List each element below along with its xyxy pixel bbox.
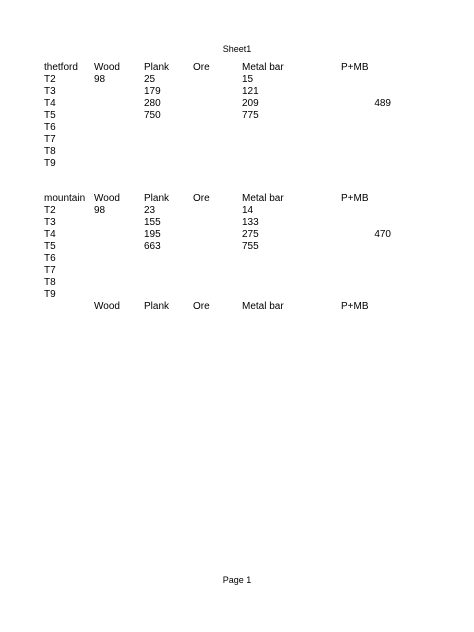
- table-row: [44, 289, 391, 301]
- ore-cell[interactable]: [193, 110, 242, 122]
- ore-cell[interactable]: [193, 253, 242, 265]
- p-mb-cell[interactable]: 489: [374, 98, 391, 109]
- plank-cell[interactable]: [144, 158, 193, 170]
- metal-bar-cell[interactable]: [242, 265, 341, 277]
- metal-bar-cell[interactable]: 755: [242, 241, 259, 252]
- column-header-p-mb[interactable]: P+MB: [341, 301, 369, 312]
- p-mb-cell[interactable]: [341, 253, 391, 265]
- table-row: [44, 253, 391, 265]
- table-row: [44, 217, 391, 229]
- column-header-metal-bar[interactable]: Metal bar: [242, 301, 284, 312]
- page-header-sheet-name: Sheet1: [222, 44, 252, 54]
- tier-cell[interactable]: T5: [44, 241, 56, 252]
- metal-bar-cell[interactable]: [242, 289, 341, 301]
- block-title-cell[interactable]: mountain: [44, 193, 86, 204]
- wood-cell[interactable]: [94, 217, 144, 229]
- wood-cell[interactable]: [94, 158, 144, 170]
- plank-cell[interactable]: 663: [144, 241, 161, 252]
- plank-cell[interactable]: [144, 265, 193, 277]
- tier-cell[interactable]: T8: [44, 146, 56, 157]
- tier-cell[interactable]: T2: [44, 74, 56, 85]
- column-header-ore[interactable]: Ore: [193, 62, 210, 73]
- ore-cell[interactable]: [193, 205, 242, 217]
- table-row: [44, 134, 391, 146]
- metal-bar-cell[interactable]: [242, 277, 341, 289]
- plank-cell[interactable]: 750: [144, 110, 161, 121]
- table-header-row: [44, 193, 391, 205]
- metal-bar-cell[interactable]: [242, 122, 341, 134]
- plank-cell[interactable]: 23: [144, 205, 156, 216]
- tier-cell[interactable]: T9: [44, 158, 56, 169]
- wood-cell[interactable]: 98: [94, 74, 106, 85]
- table-row: [44, 74, 391, 86]
- plank-cell[interactable]: 155: [144, 217, 161, 228]
- plank-cell[interactable]: 25: [144, 74, 156, 85]
- ore-cell[interactable]: [193, 86, 242, 98]
- wood-cell[interactable]: [94, 122, 144, 134]
- ore-cell[interactable]: [193, 122, 242, 134]
- plank-cell[interactable]: [144, 277, 193, 289]
- table-row: [44, 110, 391, 122]
- column-header-plank[interactable]: Plank: [144, 193, 170, 204]
- column-header-wood[interactable]: Wood: [94, 62, 120, 73]
- column-header-wood[interactable]: Wood: [94, 301, 120, 312]
- metal-bar-cell[interactable]: 133: [242, 217, 259, 228]
- metal-bar-cell[interactable]: [242, 253, 341, 265]
- tier-cell[interactable]: T5: [44, 110, 56, 121]
- wood-cell[interactable]: [94, 253, 144, 265]
- plank-cell[interactable]: 280: [144, 98, 161, 109]
- p-mb-cell[interactable]: [341, 277, 391, 289]
- table-row: [44, 241, 391, 253]
- page-footer-page-number: Page 1: [222, 575, 252, 585]
- metal-bar-cell[interactable]: [242, 134, 341, 146]
- wood-cell[interactable]: [94, 98, 144, 110]
- plank-cell[interactable]: 179: [144, 86, 161, 97]
- ore-cell[interactable]: [193, 229, 242, 241]
- table-row: [44, 158, 391, 170]
- ore-cell[interactable]: [193, 146, 242, 158]
- metal-bar-cell[interactable]: 275: [242, 229, 259, 240]
- p-mb-cell[interactable]: [341, 146, 391, 158]
- ore-cell[interactable]: [193, 241, 242, 253]
- table-header-row: [44, 301, 391, 313]
- plank-cell[interactable]: [144, 253, 193, 265]
- ore-cell[interactable]: [193, 277, 242, 289]
- wood-cell[interactable]: [94, 146, 144, 158]
- tier-cell[interactable]: T3: [44, 217, 56, 228]
- metal-bar-cell[interactable]: [242, 146, 341, 158]
- metal-bar-cell[interactable]: 15: [242, 74, 254, 85]
- plank-cell[interactable]: [144, 122, 193, 134]
- column-header-plank[interactable]: Plank: [144, 62, 170, 73]
- tier-cell[interactable]: T2: [44, 205, 56, 216]
- ore-cell[interactable]: [193, 98, 242, 110]
- p-mb-cell[interactable]: [341, 289, 391, 301]
- empty-cell[interactable]: [44, 301, 94, 313]
- thetford-table: [44, 62, 391, 170]
- trailing-header-table: [44, 301, 391, 313]
- block-title-cell[interactable]: thetford: [44, 62, 78, 73]
- table-row: [44, 98, 391, 110]
- table-row: [44, 86, 391, 98]
- tier-cell[interactable]: T9: [44, 289, 56, 300]
- ore-cell[interactable]: [193, 158, 242, 170]
- tier-cell[interactable]: T3: [44, 86, 56, 97]
- p-mb-cell[interactable]: [341, 217, 391, 229]
- p-mb-cell[interactable]: [341, 265, 391, 277]
- plank-cell[interactable]: 195: [144, 229, 161, 240]
- column-header-p-mb[interactable]: P+MB: [341, 62, 369, 73]
- ore-cell[interactable]: [193, 265, 242, 277]
- plank-cell[interactable]: [144, 289, 193, 301]
- p-mb-cell[interactable]: [341, 110, 391, 122]
- p-mb-cell[interactable]: [341, 134, 391, 146]
- metal-bar-cell[interactable]: 775: [242, 110, 259, 121]
- p-mb-cell[interactable]: [341, 86, 391, 98]
- metal-bar-cell[interactable]: [242, 158, 341, 170]
- wood-cell[interactable]: [94, 265, 144, 277]
- tier-cell[interactable]: T6: [44, 253, 56, 264]
- wood-cell[interactable]: [94, 289, 144, 301]
- column-header-ore[interactable]: Ore: [193, 193, 210, 204]
- wood-cell[interactable]: [94, 86, 144, 98]
- column-header-metal-bar[interactable]: Metal bar: [242, 62, 284, 73]
- table-row: [44, 277, 391, 289]
- table-row: [44, 146, 391, 158]
- p-mb-cell[interactable]: [341, 74, 391, 86]
- tier-cell[interactable]: T7: [44, 265, 56, 276]
- p-mb-cell[interactable]: [341, 158, 391, 170]
- wood-cell[interactable]: [94, 134, 144, 146]
- p-mb-cell[interactable]: 470: [374, 229, 391, 240]
- tier-cell[interactable]: T6: [44, 122, 56, 133]
- table-header-row: [44, 62, 391, 74]
- p-mb-cell[interactable]: [341, 122, 391, 134]
- table-row: [44, 205, 391, 217]
- tier-cell[interactable]: T8: [44, 277, 56, 288]
- p-mb-cell[interactable]: [341, 241, 391, 253]
- metal-bar-cell[interactable]: 121: [242, 86, 259, 97]
- mountain-table: [44, 193, 391, 301]
- column-header-p-mb[interactable]: P+MB: [341, 193, 369, 204]
- column-header-metal-bar[interactable]: Metal bar: [242, 193, 284, 204]
- p-mb-cell[interactable]: [341, 205, 391, 217]
- column-header-plank[interactable]: Plank: [144, 301, 170, 312]
- ore-cell[interactable]: [193, 289, 242, 301]
- plank-cell[interactable]: [144, 134, 193, 146]
- table-row: [44, 265, 391, 277]
- column-header-wood[interactable]: Wood: [94, 193, 120, 204]
- ore-cell[interactable]: [193, 74, 242, 86]
- wood-cell[interactable]: [94, 229, 144, 241]
- wood-cell[interactable]: 98: [94, 205, 106, 216]
- wood-cell[interactable]: [94, 241, 144, 253]
- wood-cell[interactable]: [94, 277, 144, 289]
- tier-cell[interactable]: T4: [44, 229, 56, 240]
- ore-cell[interactable]: [193, 217, 242, 229]
- metal-bar-cell[interactable]: 209: [242, 98, 259, 109]
- table-row: [44, 229, 391, 241]
- tier-cell[interactable]: T4: [44, 98, 56, 109]
- column-header-ore[interactable]: Ore: [193, 301, 210, 312]
- table-row: [44, 122, 391, 134]
- plank-cell[interactable]: [144, 146, 193, 158]
- metal-bar-cell[interactable]: 14: [242, 205, 254, 216]
- ore-cell[interactable]: [193, 134, 242, 146]
- tier-cell[interactable]: T7: [44, 134, 56, 145]
- wood-cell[interactable]: [94, 110, 144, 122]
